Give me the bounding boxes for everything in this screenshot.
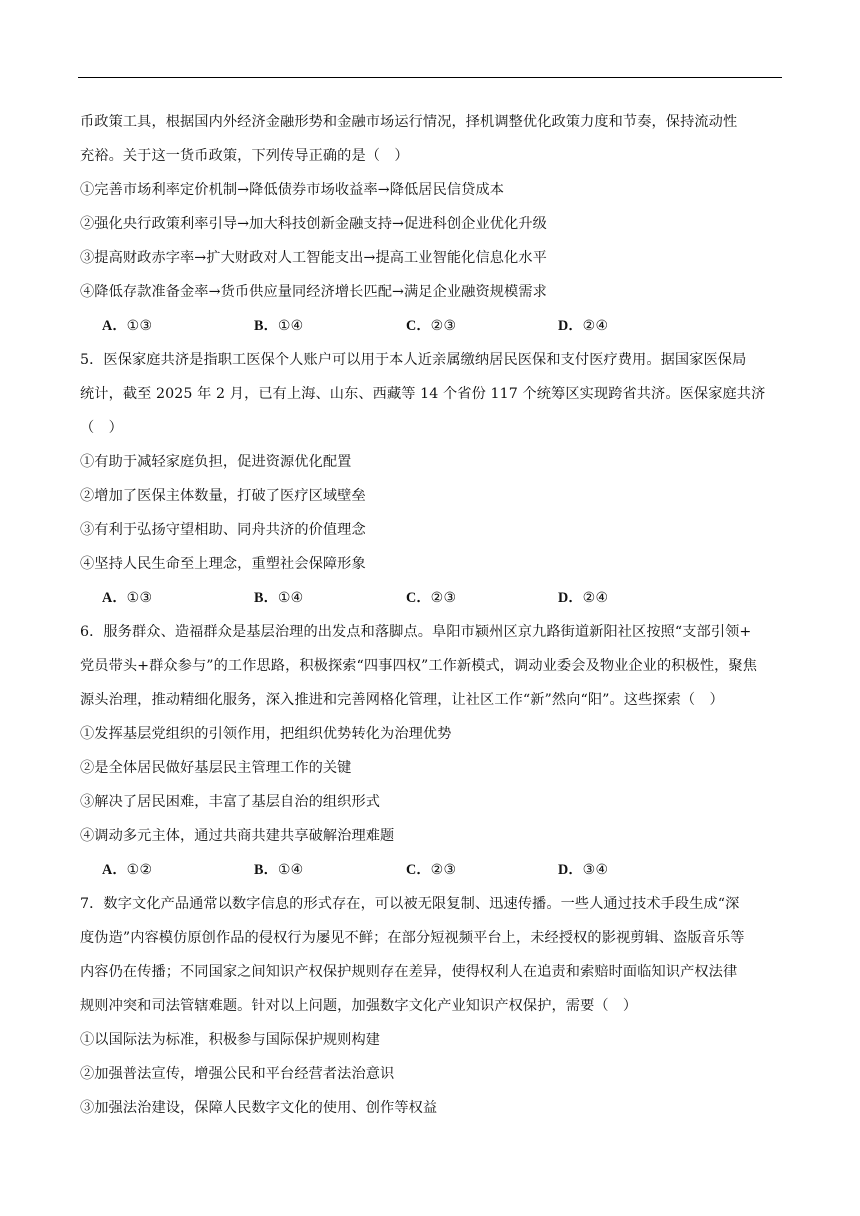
choice-a[interactable] bbox=[102, 581, 254, 615]
choice-text: ②④ bbox=[582, 318, 609, 334]
choice-b[interactable] bbox=[254, 309, 406, 343]
stem-line: 7．数字文化产品通常以数字信息的形式存在，可以被无限复制、迅速传播。一些人通过技术手段生成“深 bbox=[80, 896, 740, 912]
choice-text: ①② bbox=[126, 862, 153, 878]
statement-option-3: ③加强法治建设，保障人民数字文化的使用、创作等权益 bbox=[80, 1100, 438, 1116]
choice-label: B． bbox=[254, 318, 278, 334]
stem-line: 党员带头+群众参与”的工作思路，积极探索“四事四权”工作新模式，调动业委会及物业企业的积极性，聚焦 bbox=[80, 658, 757, 674]
exam-content bbox=[80, 105, 786, 1125]
choice-label: D． bbox=[558, 862, 583, 878]
stem-line: 统计，截至 2025 年 2 月，已有上海、山东、西藏等 14 个省份 117 个统筹区实现跨省共济。医保家庭共济 bbox=[80, 386, 766, 402]
statement-option-1: ①完善市场利率定价机制→降低债券市场收益率→降低居民信贷成本 bbox=[80, 182, 505, 198]
stem-line: 6．服务群众、造福群众是基层治理的出发点和落脚点。阜阳市颍州区京九路街道新阳社区按照“支部引领+ bbox=[80, 624, 752, 640]
choice-label: D． bbox=[558, 590, 583, 606]
statement-option-4: ④降低存款准备金率→货币供应量同经济增长匹配→满足企业融资规模需求 bbox=[80, 284, 547, 300]
statement-option-3: ③有利于弘扬守望相助、同舟共济的价值理念 bbox=[80, 522, 366, 538]
statement-option-3: ③提高财政赤字率→扩大财政对人工智能支出→提高工业智能化信息化水平 bbox=[80, 250, 547, 266]
choice-d[interactable] bbox=[558, 309, 710, 343]
choice-label: C． bbox=[406, 590, 431, 606]
statement-option-1: ①有助于减轻家庭负担，促进资源优化配置 bbox=[80, 454, 352, 470]
choice-a[interactable] bbox=[102, 853, 254, 887]
statement-option-2: ②增加了医保主体数量，打破了医疗区域壁垒 bbox=[80, 488, 366, 504]
choice-c[interactable] bbox=[406, 309, 558, 343]
question-5-stem bbox=[80, 343, 786, 445]
choice-b[interactable] bbox=[254, 853, 406, 887]
choice-label: B． bbox=[254, 862, 278, 878]
header-rule bbox=[78, 77, 782, 78]
statement-option-1: ①以国际法为标准，积极参与国际保护规则构建 bbox=[80, 1032, 381, 1048]
stem-line: 5．医保家庭共济是指职工医保个人账户可以用于本人近亲属缴纳居民医保和支付医疗费用。据国家医保局 bbox=[80, 352, 747, 368]
choice-c[interactable] bbox=[406, 853, 558, 887]
choice-text: ③④ bbox=[582, 862, 609, 878]
stem-line: 币政策工具，根据国内外经济金融形势和金融市场运行情况，择机调整优化政策力度和节奏，保持流动性 bbox=[80, 114, 738, 130]
question-6 bbox=[80, 615, 786, 887]
choice-text: ①④ bbox=[277, 590, 304, 606]
choice-d[interactable] bbox=[558, 581, 710, 615]
statement-option-3: ③解决了居民困难，丰富了基层自治的组织形式 bbox=[80, 794, 381, 810]
stem-line: 源头治理，推动精细化服务，深入推进和完善网格化管理，让社区工作“新”然向“阳”。这些探索（ ） bbox=[80, 692, 724, 708]
stem-line: 规则冲突和司法管辖难题。针对以上问题，加强数字文化产业知识产权保护，需要（ ） bbox=[80, 998, 638, 1014]
statement-option-2: ②加强普法宣传，增强公民和平台经营者法治意识 bbox=[80, 1066, 395, 1082]
choice-text: ②③ bbox=[430, 590, 457, 606]
question-4 bbox=[80, 105, 786, 343]
choice-label: B． bbox=[254, 590, 278, 606]
choice-text: ②③ bbox=[430, 862, 457, 878]
stem-line: （ ） bbox=[80, 420, 123, 436]
answer-choices bbox=[80, 853, 786, 887]
answer-choices bbox=[80, 309, 786, 343]
stem-line: 内容仍在传播；不同国家之间知识产权保护规则存在差异，使得权利人在追责和索赔时面临知识产权法律 bbox=[80, 964, 738, 980]
choice-text: ①③ bbox=[126, 590, 153, 606]
choice-label: C． bbox=[406, 318, 431, 334]
question-6-stem bbox=[80, 615, 786, 717]
answer-choices bbox=[80, 581, 786, 615]
choice-a[interactable] bbox=[102, 309, 254, 343]
question-7 bbox=[80, 887, 786, 1125]
choice-label: D． bbox=[558, 318, 583, 334]
choice-c[interactable] bbox=[406, 581, 558, 615]
statement-option-4: ④坚持人民生命至上理念，重塑社会保障形象 bbox=[80, 556, 366, 572]
question-5 bbox=[80, 343, 786, 615]
choice-text: ①④ bbox=[277, 862, 304, 878]
choice-d[interactable] bbox=[558, 853, 710, 887]
statement-option-2: ②强化央行政策利率引导→加大科技创新金融支持→促进科创企业优化升级 bbox=[80, 216, 547, 232]
choice-label: A． bbox=[102, 318, 127, 334]
choice-label: A． bbox=[102, 590, 127, 606]
question-7-stem bbox=[80, 887, 786, 1023]
choice-b[interactable] bbox=[254, 581, 406, 615]
statement-option-1: ①发挥基层党组织的引领作用，把组织优势转化为治理优势 bbox=[80, 726, 452, 742]
choice-text: ①③ bbox=[126, 318, 153, 334]
statement-option-4: ④调动多元主体，通过共商共建共享破解治理难题 bbox=[80, 828, 395, 844]
choice-text: ①④ bbox=[277, 318, 304, 334]
choice-text: ②④ bbox=[582, 590, 609, 606]
stem-line: 度伪造”内容模仿原创作品的侵权行为屡见不鲜；在部分短视频平台上，未经授权的影视剪辑、盗版音乐等 bbox=[80, 930, 745, 946]
stem-line: 充裕。关于这一货币政策，下列传导正确的是（ ） bbox=[80, 148, 409, 164]
statement-option-2: ②是全体居民做好基层民主管理工作的关键 bbox=[80, 760, 352, 776]
choice-label: C． bbox=[406, 862, 431, 878]
choice-label: A． bbox=[102, 862, 127, 878]
question-4-stem bbox=[80, 105, 786, 173]
choice-text: ②③ bbox=[430, 318, 457, 334]
